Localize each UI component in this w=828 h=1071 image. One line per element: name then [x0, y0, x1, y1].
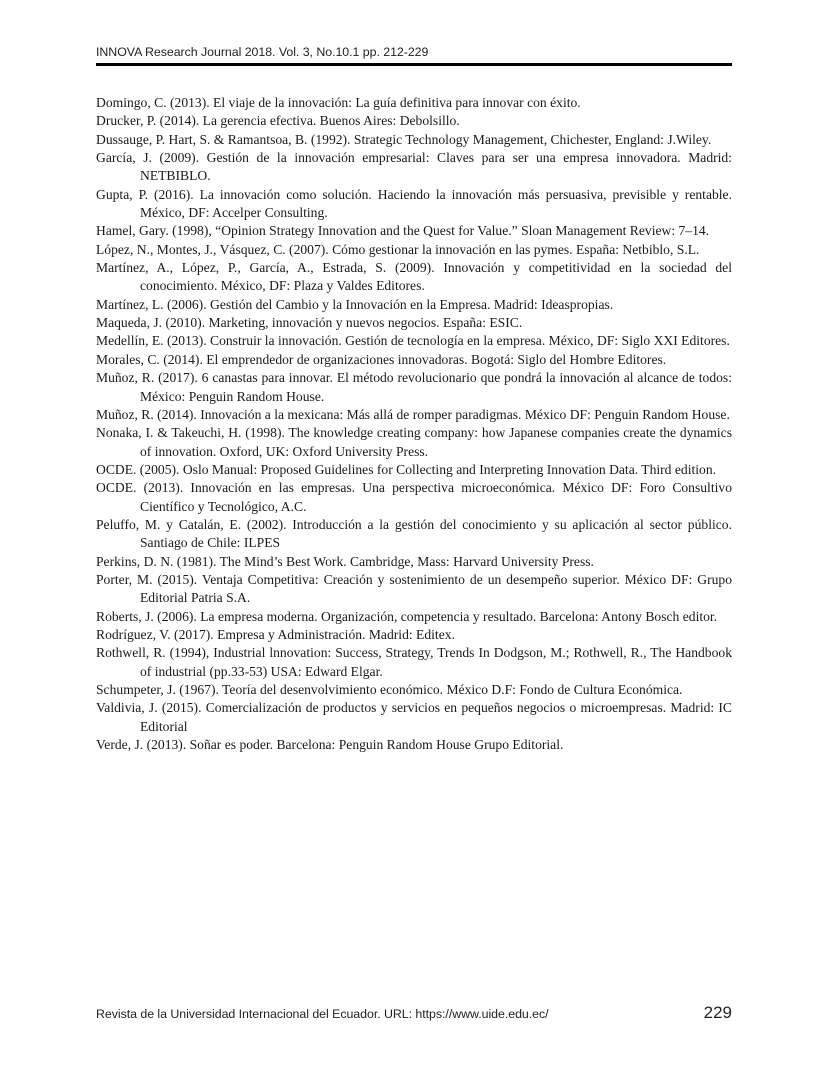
reference-entry: García, J. (2009). Gestión de la innovación empresarial: Claves para ser una empresa innovadora. Madrid: NETBIBLO.: [96, 150, 732, 184]
reference-entry: Gupta, P. (2016). La innovación como solución. Haciendo la innovación más persuasiva, previsible y rentable. México, DF: Accelper Consulting.: [96, 186, 732, 221]
page-number: 229: [703, 1003, 732, 1022]
reference-entry: Hamel, Gary. (1998), “Opinion Strategy Innovation and the Quest for Value.” Sloan Management Review: 7–14.: [96, 223, 710, 239]
reference-entry: Perkins, D. N. (1981). The Mind’s Best Work. Cambridge, Mass: Harvard University Press.: [96, 553, 594, 569]
footer-journal-url: Revista de la Universidad Internacional del Ecuador. URL: https://www.uide.edu.ec/: [96, 1007, 549, 1021]
reference-list: [96, 94, 732, 754]
reference-entry: Martínez, L. (2006). Gestión del Cambio y la Innovación en la Empresa. Madrid: Ideaspropias.: [96, 296, 614, 312]
reference-entry: Rothwell, R. (1994), Industrial lnnovation: Success, Strategy, Trends In Dodgson, M.; Rothwell, R., The Handbook of industrial (pp.33-53) USA: Edward Elgar.: [96, 645, 732, 679]
reference-entry: Rodríguez, V. (2017). Empresa y Administración. Madrid: Editex.: [96, 626, 455, 642]
reference-entry: Roberts, J. (2006). La empresa moderna. Organización, competencia y resultado. Barcelona: Antony Bosch editor.: [96, 608, 718, 624]
running-head: INNOVA Research Journal 2018. Vol. 3, No.10.1 pp. 212-229: [96, 45, 429, 59]
reference-entry: Nonaka, I. & Takeuchi, H. (1998). The knowledge creating company: how Japanese companies create the dynamics of innovation. Oxford, UK: Oxford University Press.: [96, 425, 732, 459]
reference-entry: Peluffo, M. y Catalán, E. (2002). Introducción a la gestión del conocimiento y su aplicación al sector público. Santiago de Chile: ILPES: [96, 516, 732, 551]
reference-entry: Dussauge, P. Hart, S. & Ramantsoa, B. (1992). Strategic Technology Management, Chichester, England: J.Wiley.: [96, 131, 712, 147]
reference-entry: OCDE. (2013). Innovación en las empresas. Una perspectiva microeconómica. México DF: Foro Consultivo Científico y Tecnológico, A.C.: [96, 480, 732, 514]
reference-entry: OCDE. (2005). Oslo Manual: Proposed Guidelines for Collecting and Interpreting Innovation Data. Third edition.: [96, 461, 717, 477]
reference-entry: Verde, J. (2013). Soñar es poder. Barcelona: Penguin Random House Grupo Editorial.: [96, 737, 564, 753]
reference-entry: Domingo, C. (2013). El viaje de la innovación: La guía definitiva para innovar con éxito.: [96, 95, 581, 110]
reference-entry: Porter, M. (2015). Ventaja Competitiva: Creación y sostenimiento de un desempeño superior. México DF: Grupo Editorial Patria S.A.: [96, 571, 732, 606]
reference-entry: Maqueda, J. (2010). Marketing, innovación y nuevos negocios. España: ESIC.: [96, 315, 523, 331]
reference-entry: Drucker, P. (2014). La gerencia efectiva. Buenos Aires: Debolsillo.: [96, 113, 460, 129]
reference-entry: Martínez, A., López, P., García, A., Estrada, S. (2009). Innovación y competitividad en la sociedad del conocimiento. México, DF: Plaza y Valdes Editores.: [96, 260, 732, 294]
header-rule: [96, 63, 732, 66]
page-header: [96, 44, 732, 66]
reference-entry: Valdivia, J. (2015). Comercialización de productos y servicios en pequeños negocios o microempresas. Madrid: IC Editorial: [96, 700, 732, 734]
page-footer: [96, 1004, 732, 1022]
reference-entry: Muñoz, R. (2014). Innovación a la mexicana: Más allá de romper paradigmas. México DF: Penguin Random House.: [96, 406, 730, 422]
reference-entry: Schumpeter, J. (1967). Teoría del desenvolvimiento económico. México D.F: Fondo de Cultura Económica.: [96, 682, 683, 697]
reference-entry: Medellín, E. (2013). Construir la innovación. Gestión de tecnología en la empresa. México, DF: Siglo XXI Editores.: [96, 333, 730, 349]
reference-entry: López, N., Montes, J., Vásquez, C. (2007). Cómo gestionar la innovación en las pymes. España: Netbiblo, S.L.: [96, 241, 700, 257]
reference-entry: Muñoz, R. (2017). 6 canastas para innovar. El método revolucionario que pondrá la innovación al alcance de todos: México: Penguin Random House.: [96, 370, 732, 404]
reference-entry: Morales, C. (2014). El emprendedor de organizaciones innovadoras. Bogotá: Siglo del Hombre Editores.: [96, 351, 667, 367]
